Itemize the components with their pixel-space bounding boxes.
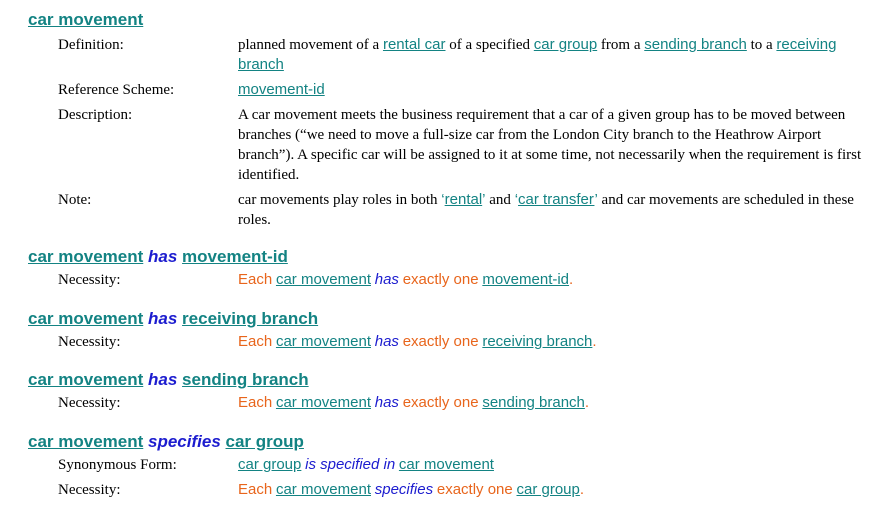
term-car-group[interactable]: car group [238, 456, 302, 473]
verb: specifies [374, 481, 434, 498]
necessity-label: Necessity: [58, 334, 121, 350]
necessity-statement [238, 332, 878, 352]
description-label: Description: [58, 107, 133, 123]
term-movement-id[interactable]: movement-id [482, 271, 570, 288]
necessity-label: Necessity: [58, 272, 121, 288]
verb: is specified in [305, 456, 396, 473]
term-car-transfer[interactable]: car transfer [518, 191, 595, 208]
term-car-movement[interactable]: car movement [28, 247, 144, 266]
period: . [569, 271, 574, 288]
quote-close: ’ [482, 191, 486, 208]
keyword-each: Each [238, 271, 273, 288]
quote-open: ‘ [514, 191, 519, 208]
term-rental-car[interactable]: rental car [382, 36, 446, 53]
verb: has [148, 370, 178, 389]
necessity-label: Necessity: [58, 482, 121, 498]
verb: has [148, 247, 178, 266]
verb: has [374, 271, 399, 288]
term-receiving-branch[interactable]: receiving branch [238, 36, 837, 73]
term-car-group[interactable]: car group [225, 432, 304, 451]
fact-title [28, 432, 304, 452]
term-receiving-branch[interactable]: receiving branch [182, 309, 319, 328]
term-movement-id[interactable]: movement-id [182, 247, 288, 266]
fact-title [28, 247, 288, 267]
necessity-statement [238, 393, 878, 413]
definition-text [238, 35, 878, 75]
definition-text-part: to a [746, 37, 777, 53]
term-car-movement[interactable]: car movement [28, 370, 144, 389]
term-car-movement[interactable]: car movement [275, 394, 371, 411]
definition-text-part: from a [597, 37, 645, 53]
term-car-movement[interactable]: car movement [28, 309, 144, 328]
definition-text-part: planned movement of a [238, 37, 383, 53]
reference-scheme-label: Reference Scheme: [58, 82, 175, 98]
definition-label: Definition: [58, 37, 124, 53]
keyword-exactly-one: exactly one [402, 271, 479, 288]
keyword-exactly-one: exactly one [402, 394, 479, 411]
term-sending-branch[interactable]: sending branch [644, 36, 747, 53]
term-car-group[interactable]: car group [533, 36, 598, 53]
reference-scheme-value [238, 80, 878, 100]
fact-title [28, 370, 309, 390]
necessity-statement [238, 480, 878, 500]
quote-open: ‘ [441, 191, 445, 208]
concept-title[interactable] [28, 10, 143, 30]
term-car-movement[interactable]: car movement [398, 456, 494, 473]
keyword-exactly-one: exactly one [436, 481, 513, 498]
term-sending-branch[interactable]: sending branch [482, 394, 585, 411]
term-sending-branch[interactable]: sending branch [182, 370, 309, 389]
period: . [592, 333, 597, 350]
definition-text-part: of a specified [445, 37, 534, 53]
keyword-each: Each [238, 394, 273, 411]
verb: has [374, 394, 399, 411]
necessity-statement [238, 270, 878, 290]
term-car-movement[interactable]: car movement [275, 333, 371, 350]
note-text-part: and car movements are scheduled in these roles. [238, 192, 854, 228]
note-text-part: car movements play roles in both [238, 192, 442, 208]
synonymous-form-statement [238, 455, 878, 475]
verb: has [148, 309, 178, 328]
keyword-each: Each [238, 333, 273, 350]
term-car-movement[interactable]: car movement [28, 10, 144, 29]
note-label: Note: [58, 192, 92, 208]
quote-close: ’ [594, 191, 598, 208]
term-car-group[interactable]: car group [516, 481, 580, 498]
keyword-exactly-one: exactly one [402, 333, 479, 350]
term-car-movement[interactable]: car movement [28, 432, 144, 451]
term-car-movement[interactable]: car movement [275, 271, 371, 288]
note-text-part: and [485, 192, 515, 208]
note-text [238, 190, 874, 230]
term-receiving-branch[interactable]: receiving branch [482, 333, 593, 350]
necessity-label: Necessity: [58, 395, 121, 411]
term-movement-id[interactable]: movement-id [238, 81, 325, 98]
term-car-movement[interactable]: car movement [275, 481, 371, 498]
keyword-each: Each [238, 481, 273, 498]
period: . [584, 394, 590, 411]
fact-title [28, 309, 318, 329]
verb: specifies [148, 432, 221, 451]
term-rental[interactable]: rental [444, 191, 483, 208]
verb: has [374, 333, 399, 350]
description-text: A car movement meets the business requirement that a car of a given group has to be moved between branches (“we need to move a full-size car from the London City branch to the Heathrow Airport branch”). A specific car will be assigned to it at some time, not necessarily when the requirement is first identified. [238, 107, 862, 183]
period: . [579, 481, 585, 498]
synonymous-form-label: Synonymous Form: [58, 457, 177, 473]
